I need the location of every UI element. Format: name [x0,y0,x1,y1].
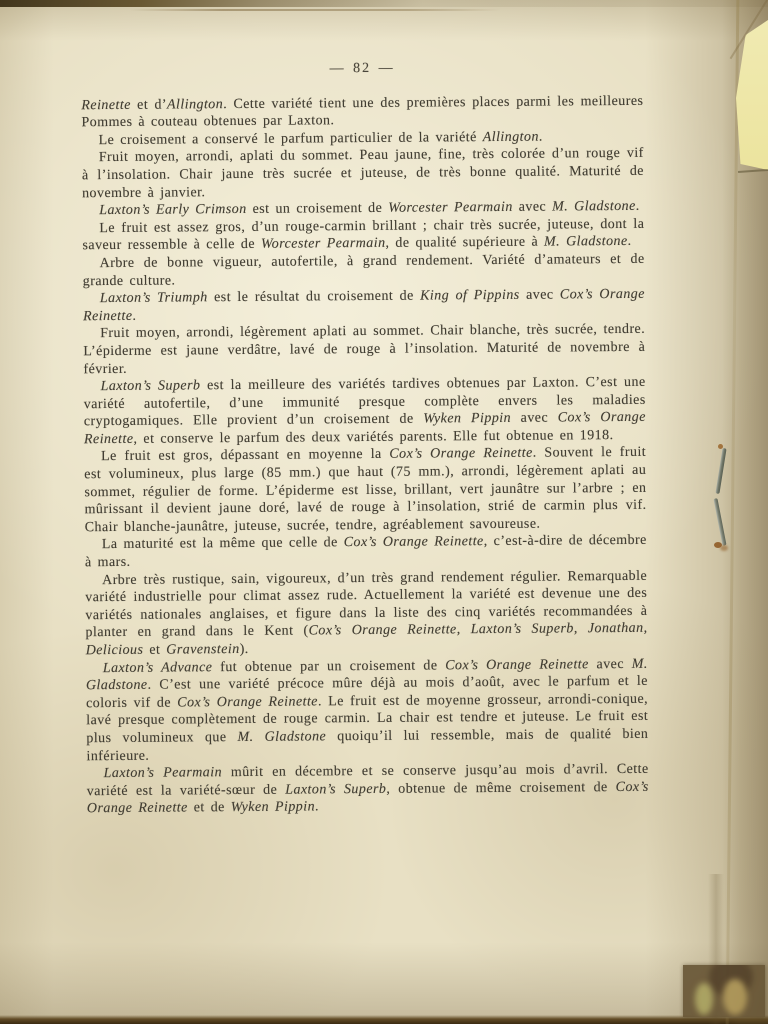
body-text: et de [187,800,231,816]
body-text: . [314,799,320,815]
paragraph [83,321,645,378]
staple-leg-top [715,448,726,494]
paragraph [83,251,645,291]
paragraph [81,92,643,132]
variety-name: Cox’s Orange Reinette [445,656,589,673]
body-text: et [143,642,167,658]
body-text: avec [519,287,560,303]
variety-name: M. Gladstone [552,199,636,215]
variety-name: Cox’s Orange Reinette [82,286,645,324]
scan-edge-bottom [0,1015,768,1024]
variety-name: Gravenstein [166,641,240,658]
body-text: . Souvent le fruit est volumineux, plus large (85 mm.) que haut (75 mm.), arrondi, légèrement aplati au sommet, régulier de forme. L’épiderme est lisse, brillant, vert jaunâtre sur l’arbre ; en mûrissant il devient jaune doré, lavé de rouge à l’insolation, strié de carmin plus vif. Chair blanche-jaunâtre, juteuse, sucrée, tendre, agréablement savoureuse. [84,445,647,536]
variety-name: Cox’s Orange Reinette, Laxton’s Superb, Jonathan, Delicious [85,621,648,659]
paragraph [86,655,649,765]
body-text: . [132,308,137,324]
body-text: Arbre très rustique, sain, vigoureux, d’un très grand rendement régulier. Remarquable variété industrielle pour climat assez rude. Actuellement la variété est devenue une des variétés nationales anglaises, et figure dans la liste des cinq variétés recommandées à planter en grand dans le Kent ( [85,568,648,641]
body-text: et d’ [130,97,168,113]
body-text: , obtenue de même croisement de [386,779,616,797]
body-text: . [627,234,632,250]
paragraph [83,286,645,326]
body-text: Le fruit est gros, dépassant en moyenne la [101,447,390,465]
body-text: . C’est une variété précoce mûre déjà au mois d’août, avec le parfum et le coloris vif de [86,673,648,711]
variety-name: Wyken Pippin [230,799,316,816]
variety-name: Cox’s Orange Reinette [83,410,646,448]
paragraph [84,444,647,536]
photo-overlay-wash [683,965,765,1017]
body-text: avec [512,199,553,215]
variety-name: Cox’s Orange Reinette [86,779,649,817]
body-text: Le fruit est assez gros, d’un rouge-carmin brillant ; chair très sucrée, juteuse, dont la saveur ressemble à celle de [82,216,645,254]
scan-edge-top [0,0,768,7]
paragraph [85,532,647,572]
photo-bleed-through [683,965,765,1017]
body-text: . [635,198,640,215]
page-number: — 82 — [329,60,395,77]
paragraph [85,567,648,659]
body-text: , de qualité supérieure à [385,234,545,252]
staple [712,446,730,548]
paragraph [82,216,644,256]
variety-name: M. Gladstone [85,656,648,694]
body-text: fut obtenue par un croisement de [212,657,446,675]
variety-name: Cox’s Orange Reinette [177,694,318,711]
variety-name: Laxton’s Early Crimson [99,202,247,219]
body-text: mûrit en décembre et se conserve jusqu’au mois d’avril. Cette variété est la variété-sœur de [86,761,649,799]
body-text: , c’est-à-dire de décembre à mars. [84,533,647,571]
variety-name: Allington [482,129,539,145]
variety-name: Laxton’s Pearmain [103,765,223,782]
variety-name: Laxton’s Superb [100,378,201,395]
body-text: . [538,129,543,145]
variety-name: Cox’s Orange Reinette [389,446,533,463]
body-text: Fruit moyen, arrondi, légèrement aplati au sommet. Chair blanche, très sucrée, tendre. L’épiderme est jaune verdâtre, lavé de rouge à l’insolation. Maturité de novembre à février. [83,322,646,377]
variety-name: Allington [166,96,224,113]
body-text: Le croisement a conservé le parfum particulier de la variété [98,129,483,148]
text-block [81,92,649,818]
variety-name: Laxton’s Advance [102,659,213,676]
body-text: quoiqu’il lui ressemble, mais de qualité bien inférieure. [86,726,649,764]
variety-name: Worcester Pearmain [260,236,386,253]
paragraph [82,145,644,202]
body-text: avec [588,656,632,672]
page-content [81,58,649,818]
variety-name: Laxton’s Triumph [99,290,208,307]
variety-name: King of Pippins [420,287,520,304]
variety-name: Cox’s Orange Reinette [343,534,484,551]
body-text: La maturité est la même que celle de [101,535,344,553]
body-text: Arbre de bonne vigueur, autofertile, à grand rendement. Variété d’amateurs et de grande culture. [82,251,645,289]
variety-name: Wyken Pippin [423,411,512,427]
body-text: , et conserve le parfum des deux variétés parents. Elle fut obtenue en 1918. [133,427,614,447]
rust-spot [718,444,723,449]
variety-name: Reinette [81,97,131,113]
paragraph [87,761,649,818]
variety-name: Worcester Pearmain [388,199,513,216]
body-text: est un croisement de [246,200,389,218]
paragraph [84,374,647,449]
body-text: est la meilleure des variétés tardives obtenues par Laxton. C’est une variété autofertile, d’une immunité presque complète envers les maladies cryptogamiques. Elle provient d’un croisement de [83,374,646,430]
variety-name: M. Gladstone [543,234,628,250]
rust-spot [714,542,722,548]
body-text: . Le fruit est de moyenne grosseur, arrondi-conique, lavé presque complètement de rouge carmin. La chair est tendre et juteuse. Le fruit est plus volumineux que [86,691,649,747]
body-text: avec [510,410,558,427]
body-text: Fruit moyen, arrondi, aplati du sommet. Peau jaune, fine, très colorée d’un rouge vif à l’insolation. Chair jaune très sucrée et juteuse, de très bonne qualité. Maturité de novembre à janvier. [81,146,644,201]
body-text: est le résultat du croisement de [207,288,421,306]
body-text: ). [239,641,249,657]
variety-name: Laxton’s Superb [285,781,387,798]
staple-leg-bottom [713,498,726,546]
body-text: . Cette variété tient une des premières places parmi les meilleures Pommes à couteau obtenues par Laxton. [81,93,644,131]
variety-name: M. Gladstone [237,729,327,745]
scan-edge-top-line [130,9,500,11]
